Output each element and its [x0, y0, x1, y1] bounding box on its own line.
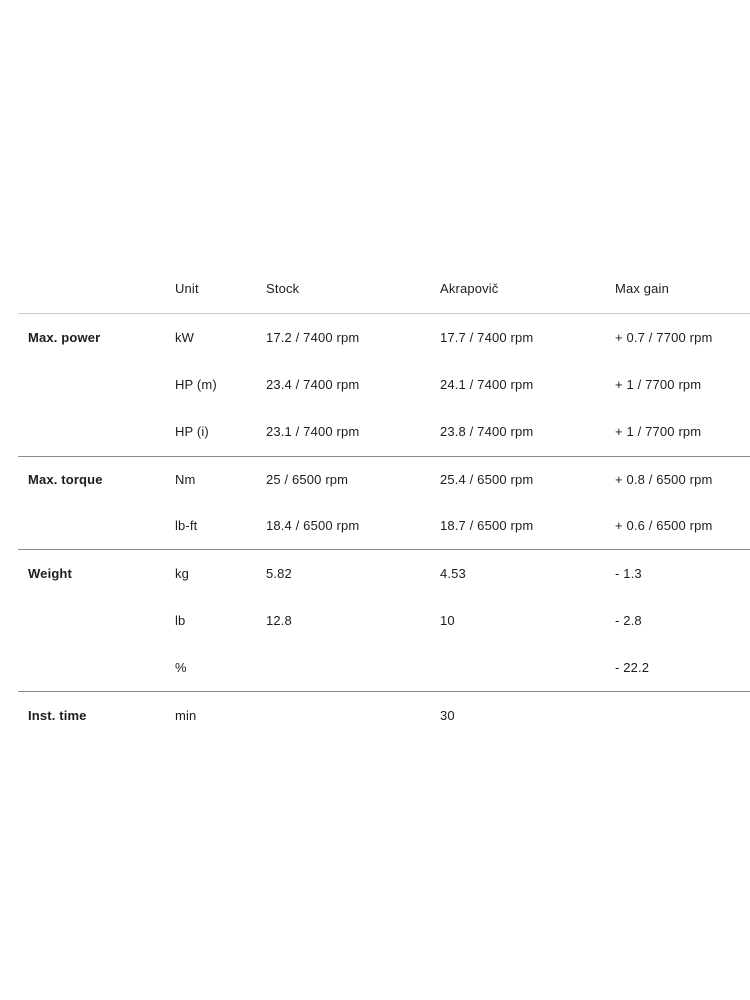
- table-row: [0, 408, 750, 455]
- cell-unit: HP (i): [175, 423, 209, 439]
- cell-stock: 18.4 / 6500 rpm: [266, 518, 360, 534]
- table-row: [0, 361, 750, 408]
- cell-max-gain: + 1 / 7700 rpm: [615, 423, 702, 439]
- cell-akrapovic: 23.8 / 7400 rpm: [440, 423, 534, 439]
- cell-akrapovic: 18.7 / 6500 rpm: [440, 518, 534, 534]
- cell-stock: 25 / 6500 rpm: [266, 472, 349, 488]
- cell-unit: kg: [175, 565, 190, 581]
- cell-akrapovic: 4.53: [440, 565, 466, 581]
- cell-max-gain: + 0.8 / 6500 rpm: [615, 472, 713, 488]
- row-group-label: Inst. time: [28, 707, 87, 723]
- row-group-label: Max. torque: [28, 472, 103, 488]
- row-group-label: Max. power: [28, 329, 101, 345]
- cell-unit: lb: [175, 612, 186, 628]
- table-row: [0, 644, 750, 691]
- cell-unit: kW: [175, 329, 195, 345]
- table-row: [0, 550, 750, 597]
- header-unit: Unit: [175, 281, 199, 297]
- cell-akrapovic: 25.4 / 6500 rpm: [440, 472, 534, 488]
- cell-max-gain: - 22.2: [615, 659, 650, 675]
- header-stock: Stock: [266, 281, 300, 297]
- cell-unit: Nm: [175, 472, 196, 488]
- section-max-torque: [0, 457, 750, 549]
- cell-max-gain: + 1 / 7700 rpm: [615, 376, 702, 392]
- spec-comparison-table: [0, 276, 750, 739]
- cell-max-gain: - 2.8: [615, 612, 642, 628]
- table-row: [0, 597, 750, 644]
- table-header-row: [0, 276, 750, 302]
- cell-max-gain: + 0.6 / 6500 rpm: [615, 518, 713, 534]
- cell-max-gain: + 0.7 / 7700 rpm: [615, 329, 713, 345]
- table-row: [0, 314, 750, 361]
- section-weight: [0, 550, 750, 691]
- section-inst-time: [0, 692, 750, 739]
- cell-stock: 5.82: [266, 565, 292, 581]
- cell-akrapovic: 17.7 / 7400 rpm: [440, 329, 534, 345]
- cell-stock: 17.2 / 7400 rpm: [266, 329, 360, 345]
- header-max-gain: Max gain: [615, 281, 669, 297]
- cell-stock: 23.1 / 7400 rpm: [266, 423, 360, 439]
- table-row: [0, 503, 750, 549]
- cell-max-gain: - 1.3: [615, 565, 642, 581]
- header-akrapovic: Akrapovič: [440, 281, 499, 297]
- section-max-power: [0, 314, 750, 456]
- cell-unit: HP (m): [175, 376, 217, 392]
- cell-unit: lb-ft: [175, 518, 198, 534]
- row-group-label: Weight: [28, 565, 72, 581]
- cell-unit: min: [175, 707, 197, 723]
- cell-unit: %: [175, 659, 187, 675]
- cell-stock: 23.4 / 7400 rpm: [266, 376, 360, 392]
- table-row: [0, 457, 750, 503]
- cell-stock: 12.8: [266, 612, 292, 628]
- table-row: [0, 692, 750, 739]
- cell-akrapovic: 30: [440, 707, 455, 723]
- cell-akrapovic: 24.1 / 7400 rpm: [440, 376, 534, 392]
- cell-akrapovic: 10: [440, 612, 455, 628]
